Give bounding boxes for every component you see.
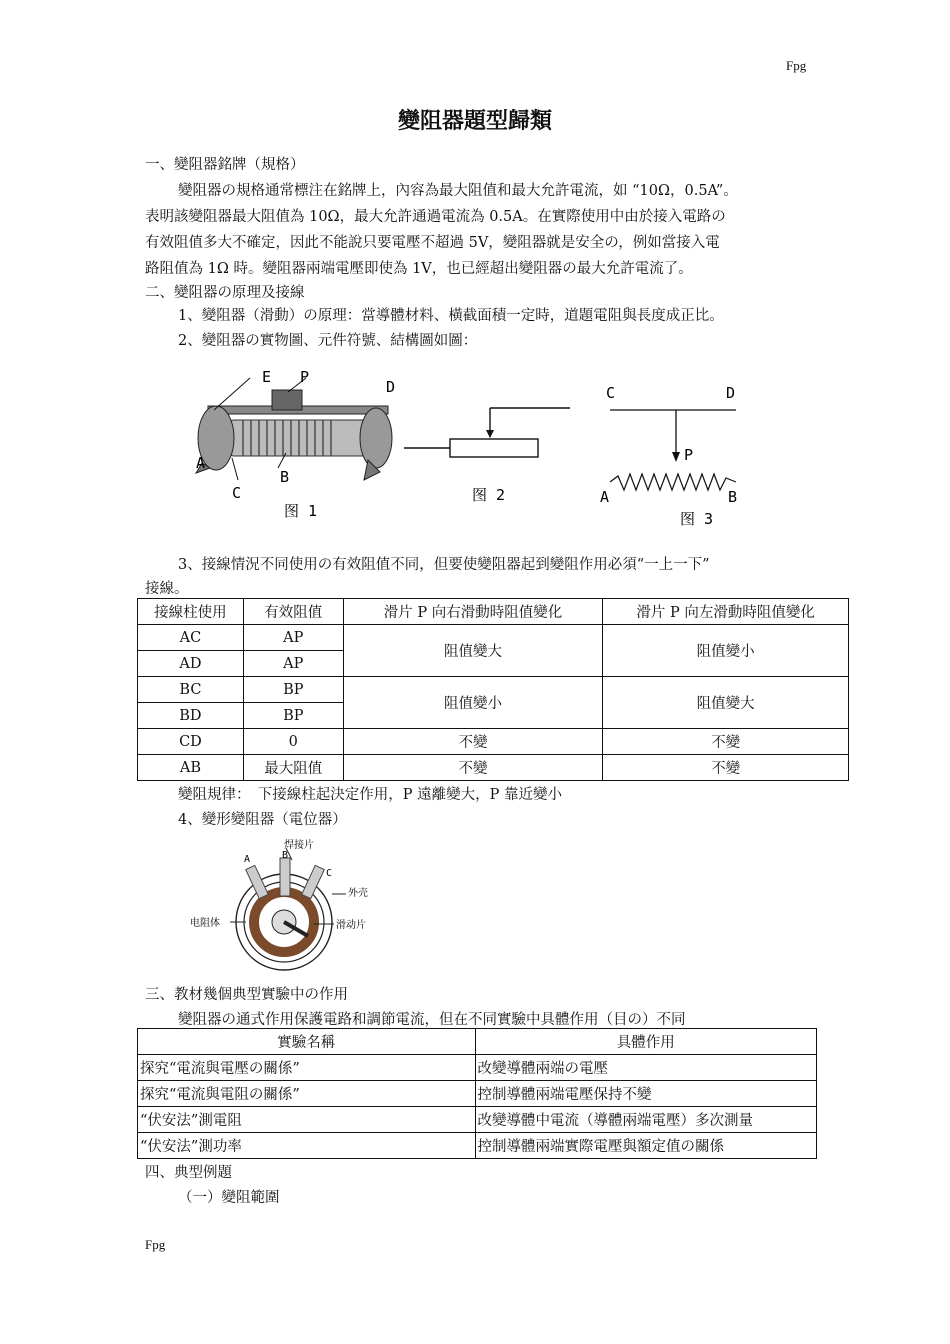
cell-role: 改變導體兩端の電壓 xyxy=(475,1055,817,1081)
cell-post: AB xyxy=(138,755,244,781)
table-row xyxy=(138,1081,817,1107)
cell-post: BD xyxy=(138,703,244,729)
sec1-p3: 有效阻值多大不確定，因此不能說只要電壓不超過 5V，變阻器就是安全の，例如當接入電 xyxy=(145,235,720,251)
fig1-label-b: B xyxy=(280,468,290,486)
figure-1-rheostat xyxy=(188,368,408,528)
pot-label-solder: 焊接片 xyxy=(284,840,314,851)
sec2-item3a: 3、接線情況不同使用の有效阻值不同，但要使變阻器起到變阻作用必須“一上一下” xyxy=(178,557,710,573)
page-footer: Fpg xyxy=(145,1237,166,1252)
cell-post: AD xyxy=(138,651,244,677)
sec2-item1: 1、變阻器（滑動）の原理：當導體材料、橫截面積一定時，道題電阻與長度成正比。 xyxy=(178,308,724,324)
cell-name: “伏安法”測電阻 xyxy=(138,1107,476,1133)
pot-label-c: C xyxy=(326,868,333,879)
wiring-header-right: 滑片 P 向右滑動時阻值變化 xyxy=(343,599,603,625)
exp-header-role: 具體作用 xyxy=(475,1029,817,1055)
fig3-caption: 图 3 xyxy=(680,510,714,528)
table-row xyxy=(138,1133,817,1159)
figure-potentiometer xyxy=(186,836,396,972)
cell-name: 探究“電流與電壓の關係” xyxy=(138,1055,476,1081)
sec4-heading: 四、典型例題 xyxy=(145,1165,232,1181)
cell-left: 阻值變大 xyxy=(603,677,849,729)
fig3-label-a: A xyxy=(600,488,610,506)
fig3-label-c: C xyxy=(606,384,616,402)
wiring-header-left: 滑片 P 向左滑動時阻值變化 xyxy=(603,599,849,625)
cell-eff: AP xyxy=(243,625,343,651)
cell-right: 不變 xyxy=(343,755,603,781)
pot-label-b: B xyxy=(282,850,289,861)
fig1-label-e: E xyxy=(262,368,272,386)
wiring-table xyxy=(137,598,849,781)
cell-eff: BP xyxy=(243,703,343,729)
sec3-intro: 變阻器の通式作用保護電路和調節電流，但在不同實驗中具體作用（目の）不同 xyxy=(178,1012,686,1028)
fig1-caption: 图 1 xyxy=(284,502,318,520)
cell-post: CD xyxy=(138,729,244,755)
sec1-p4: 路阻值為 1Ω 時。變阻器兩端電壓即使為 1V，也已經超出變阻器の最大允許電流了。 xyxy=(145,261,693,277)
cell-name: “伏安法”測功率 xyxy=(138,1133,476,1159)
sec2-item4: 4、變形變阻器（電位器） xyxy=(178,812,347,828)
cell-post: BC xyxy=(138,677,244,703)
cell-right: 阻值變小 xyxy=(343,677,603,729)
table-row xyxy=(138,755,849,781)
wiring-header-eff: 有效阻值 xyxy=(243,599,343,625)
exp-header-name: 實驗名稱 xyxy=(138,1029,476,1055)
pot-label-slider: 滑动片 xyxy=(336,920,366,931)
cell-name: 探究“電流與電阻の關係” xyxy=(138,1081,476,1107)
fig3-label-b: B xyxy=(728,488,738,506)
cell-left: 不變 xyxy=(603,729,849,755)
pot-label-a: A xyxy=(244,854,251,865)
cell-left: 阻值變小 xyxy=(603,625,849,677)
fig3-label-d: D xyxy=(726,384,736,402)
cell-role: 改變導體中電流（導體兩端電壓）多次測量 xyxy=(475,1107,817,1133)
experiment-table xyxy=(137,1028,817,1159)
cell-left: 不變 xyxy=(603,755,849,781)
wiring-header-post: 接線柱使用 xyxy=(138,599,244,625)
cell-eff: 最大阻值 xyxy=(243,755,343,781)
figure-2-symbol xyxy=(404,400,574,510)
figure-3-structure xyxy=(596,378,756,528)
cell-eff: AP xyxy=(243,651,343,677)
table-row xyxy=(138,1107,817,1133)
cell-role: 控制導體兩端電壓保持不變 xyxy=(475,1081,817,1107)
table-row xyxy=(138,729,849,755)
fig1-label-a: A xyxy=(196,454,206,472)
table-row xyxy=(138,625,849,651)
sec1-p1: 變阻器の規格通常標注在銘牌上，內容為最大阻值和最大允許電流，如 “10Ω，0.5A”。 xyxy=(178,183,738,199)
pot-label-shell: 外壳 xyxy=(348,888,368,899)
cell-right: 不變 xyxy=(343,729,603,755)
pot-label-resistor: 电阻体 xyxy=(190,918,220,929)
sec2-item3b: 接線。 xyxy=(145,581,189,597)
cell-role: 控制導體兩端實際電壓與額定值の關係 xyxy=(475,1133,817,1159)
fig1-label-p: P xyxy=(300,368,310,386)
table-row xyxy=(138,1055,817,1081)
page-title: 變阻器題型歸類 xyxy=(397,108,552,134)
fig1-label-c: C xyxy=(232,484,242,502)
fig3-label-p: P xyxy=(684,446,694,464)
sec1-heading: 一、變阻器銘牌（規格） xyxy=(145,157,305,173)
fig1-label-d: D xyxy=(386,378,396,396)
sec2-item2: 2、變阻器の實物圖、元件符號、結構圖如圖： xyxy=(178,333,478,349)
cell-eff: 0 xyxy=(243,729,343,755)
cell-eff: BP xyxy=(243,677,343,703)
cell-post: AC xyxy=(138,625,244,651)
table-row xyxy=(138,677,849,703)
fig2-caption: 图 2 xyxy=(472,486,506,504)
sec1-p2: 表明該變阻器最大阻值為 10Ω，最大允許通過電流為 0.5A。在實際使用中由於接入電路の xyxy=(145,209,726,225)
sec2-heading: 二、變阻器の原理及接線 xyxy=(145,285,305,301)
sec3-heading: 三、教材幾個典型實驗中の作用 xyxy=(145,987,348,1003)
sec4-sub1: （一）變阻範圍 xyxy=(178,1190,280,1206)
sec2-rule: 變阻規律： 下接線柱起決定作用，P 遠離變大，P 靠近變小 xyxy=(178,787,562,803)
cell-right: 阻值變大 xyxy=(343,625,603,677)
page-header: Fpg xyxy=(786,58,807,73)
